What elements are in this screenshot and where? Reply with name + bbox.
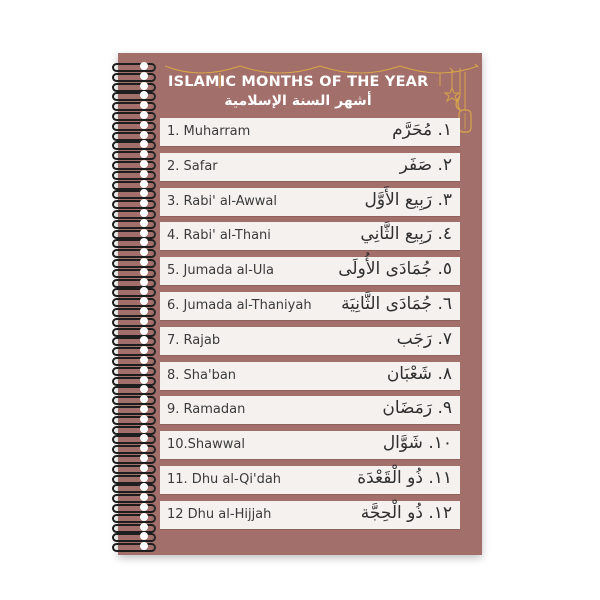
spiral-coil: [110, 89, 158, 99]
spiral-coil: [110, 472, 158, 482]
month-row-10: [160, 431, 460, 459]
spiral-coil: [110, 168, 158, 178]
month-name-english: 9. Ramadan: [167, 402, 246, 418]
spiral-coil: [110, 138, 158, 148]
spiral-coil: [110, 403, 158, 413]
month-name-arabic: ١٢. ذُو الْحِجَّة: [360, 502, 452, 523]
month-row-5: [160, 257, 460, 285]
spiral-coil: [110, 236, 158, 246]
month-name-arabic: ١. مُحَرَّم: [392, 120, 452, 140]
spiral-coil: [110, 60, 158, 70]
spiral-coil: [110, 442, 158, 452]
month-row-3: [160, 188, 460, 216]
spiral-coil: [110, 354, 158, 364]
month-name-arabic: ٧. رَجَب: [396, 328, 452, 349]
month-name-english: 8. Sha'ban: [167, 367, 237, 383]
spiral-coil: [110, 374, 158, 384]
spiral-coil: [110, 452, 158, 462]
spiral-coil: [110, 227, 158, 237]
spiral-coil: [110, 305, 158, 315]
spiral-coil: [110, 207, 158, 217]
month-row-12: [160, 501, 460, 529]
spiral-coil: [110, 432, 158, 442]
spiral-coil: [110, 285, 158, 295]
month-row-2: [160, 153, 460, 181]
month-name-arabic: ٩. رَمَضَان: [382, 398, 452, 419]
spiral-coil: [110, 99, 158, 109]
spiral-coil: [110, 276, 158, 286]
spiral-coil: [110, 109, 158, 119]
spiral-coil: [110, 256, 158, 266]
spiral-binding: [110, 60, 160, 550]
month-name-arabic: ٨. شَعْبَان: [386, 363, 452, 384]
spiral-coil: [110, 148, 158, 158]
spiral-coil: [110, 119, 158, 129]
month-name-arabic: ٣. رَبِيع الأَوَّل: [364, 189, 452, 210]
spiral-coil: [110, 334, 158, 344]
spiral-coil: [110, 129, 158, 139]
spiral-coil: [110, 462, 158, 472]
spiral-coil: [110, 393, 158, 403]
month-name-arabic: ١١. ذُو الْقَعْدَة: [357, 468, 452, 488]
spiral-coil: [110, 266, 158, 276]
spiral-coil: [110, 511, 158, 521]
month-name-english: 7. Rajab: [167, 332, 221, 348]
month-name-english: 12 Dhu al-Hijjah: [167, 506, 272, 522]
spiral-coil: [110, 501, 158, 511]
spiral-coil: [110, 423, 158, 433]
month-row-1: [160, 118, 460, 146]
month-name-arabic: ٦. جُمَادَى الثَّانِيَة: [341, 294, 452, 314]
spiral-coil: [110, 413, 158, 423]
month-name-english: 11. Dhu al-Qi'dah: [167, 472, 282, 487]
spiral-coil: [110, 383, 158, 393]
month-name-arabic: ١٠. شَوَّال: [382, 433, 452, 454]
month-name-arabic: ٥. جُمَادَى الأُولَى: [338, 259, 452, 280]
month-name-english: 1. Muharram: [167, 124, 251, 139]
month-row-4: [160, 222, 460, 250]
spiral-coil: [110, 315, 158, 325]
spiral-coil: [110, 158, 158, 168]
month-name-english: 5. Jumada al-Ula: [167, 263, 274, 279]
month-name-english: 6. Jumada al-Thaniyah: [167, 298, 312, 313]
spiral-coil: [110, 540, 158, 550]
spiral-coil: [110, 217, 158, 227]
spiral-coil: [110, 246, 158, 256]
spiral-coil: [110, 491, 158, 501]
spiral-coil: [110, 344, 158, 354]
spiral-coil: [110, 325, 158, 335]
spiral-coil: [110, 187, 158, 197]
month-name-english: 2. Safar: [167, 158, 218, 174]
spiral-coil: [110, 178, 158, 188]
month-name-english: 10.Shawwal: [167, 437, 245, 453]
spiral-coil: [110, 364, 158, 374]
spiral-coil: [110, 481, 158, 491]
month-name-arabic: ٢. صَفَر: [399, 154, 452, 175]
spiral-coil: [110, 197, 158, 207]
month-name-arabic: ٤. رَبِيع الثَّانِي: [360, 224, 452, 245]
spiral-coil: [110, 530, 158, 540]
month-name-english: 4. Rabi' al-Thani: [167, 228, 271, 244]
spiral-coil: [110, 521, 158, 531]
month-name-english: 3. Rabi' al-Awwal: [167, 193, 278, 209]
page-title: ISLAMIC MONTHS OF THE YEAR: [168, 74, 429, 90]
spiral-coil: [110, 295, 158, 305]
month-row-9: [160, 396, 460, 424]
month-row-8: [160, 362, 460, 390]
page-subtitle: أشهر السنة الإسلامية: [224, 93, 372, 109]
spiral-coil: [110, 80, 158, 90]
spiral-coil: [110, 70, 158, 80]
month-row-7: [160, 327, 460, 355]
month-row-11: [160, 466, 460, 494]
month-row-6: [160, 292, 460, 320]
